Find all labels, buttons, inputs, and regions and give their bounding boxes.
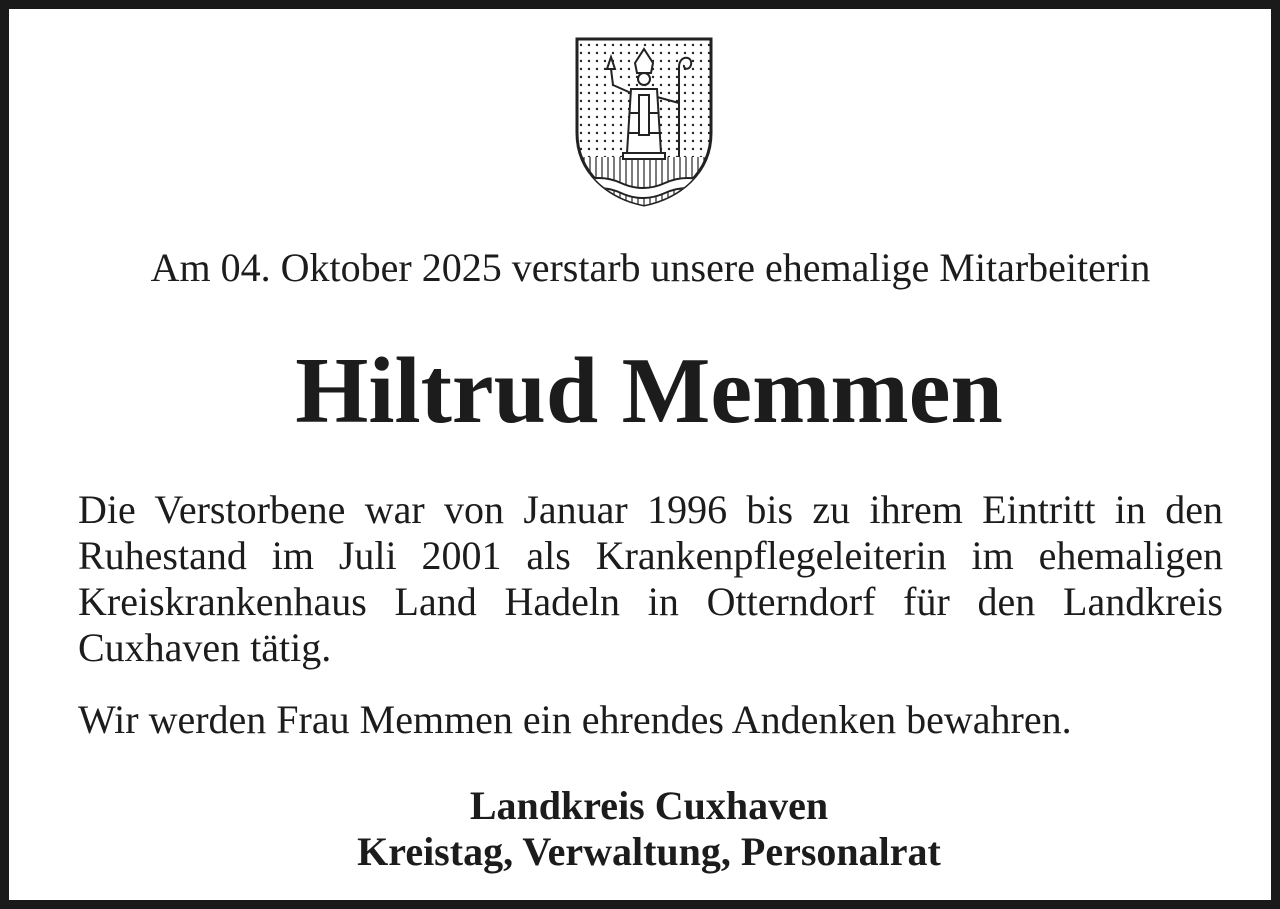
death-announcement-line: Am 04. Oktober 2025 verstarb unsere ehemalige Mitarbeiterin: [150, 245, 1151, 290]
signature-departments: Kreistag, Verwaltung, Personalrat: [357, 829, 941, 874]
deceased-name: Hiltrud Memmen: [295, 339, 1003, 443]
biography-paragraph: Die Verstorbene war von Januar 1996 bis zu ihrem Eintritt in den Ruhestand im Juli 2001 als Krankenpflegeleiterin im ehemaligen Kreiskrankenhaus Land Hadeln in Otterndorf für den Landkreis Cuxhaven tätig.: [78, 487, 1223, 670]
signature-organization: Landkreis Cuxhaven: [469, 783, 829, 828]
closing-remembrance-line: Wir werden Frau Memmen ein ehrendes Andenken bewahren.: [78, 697, 1072, 742]
coat-of-arms-icon: [569, 33, 719, 213]
